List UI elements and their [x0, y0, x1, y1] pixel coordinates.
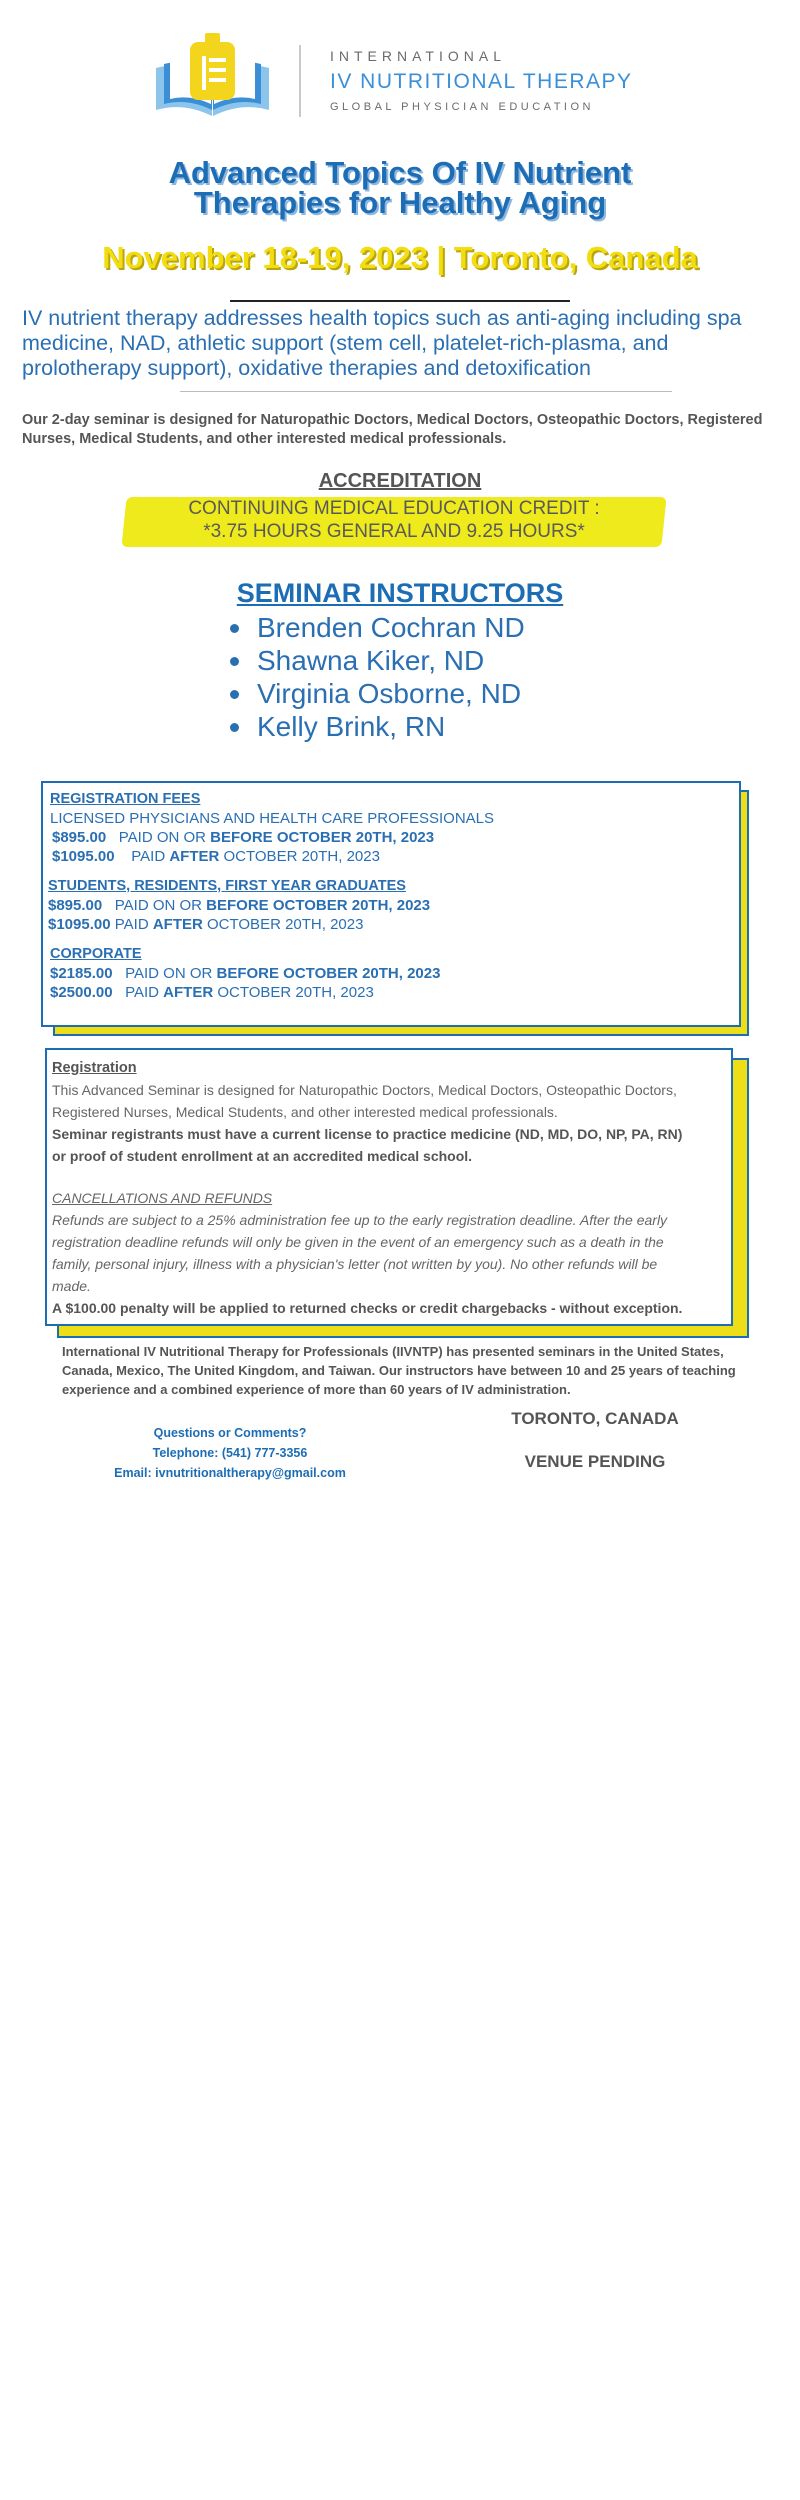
registration-text: This Advanced Seminar is designed for Naturopathic Doctors, Medical Doctors, Osteopathic Doctors, [52, 1082, 677, 1098]
date-location: November 18-19, 2023 | Toronto, Canada [102, 240, 698, 275]
accreditation-line2: *3.75 HOURS GENERAL AND 9.25 HOURS* [203, 521, 585, 542]
fee-price: $1095.00 [48, 916, 111, 933]
students-heading: STUDENTS, RESIDENTS, FIRST YEAR GRADUATES [48, 878, 406, 894]
fee-price: $1095.00 [52, 848, 115, 865]
contact-email[interactable]: Email: ivnutritionaltherapy@gmail.com [114, 1466, 346, 1480]
divider [180, 391, 672, 392]
instructor-item: Brenden Cochran ND [230, 611, 525, 644]
fee-price: $2500.00 [50, 984, 113, 1001]
cancellations-heading: CANCELLATIONS AND REFUNDS [52, 1190, 273, 1206]
corporate-late-fee [50, 984, 374, 1001]
corporate-heading: CORPORATE [50, 946, 142, 962]
contact-phone[interactable]: Telephone: (541) 777-3356 [152, 1446, 308, 1460]
venue-status: VENUE PENDING [524, 1452, 666, 1471]
fee-deadline: OCTOBER 20TH, 2023 [207, 916, 364, 933]
students-early-fee [48, 897, 430, 914]
fee-deadline: BEFORE OCTOBER 20TH, 2023 [206, 897, 431, 914]
fee-term: PAID ON OR [118, 829, 206, 846]
corporate-early-fee [50, 965, 440, 982]
physicians-label: LICENSED PHYSICIANS AND HEALTH CARE PROFESSIONALS [50, 810, 495, 827]
logo-text-tagline: GLOBAL PHYSICIAN EDUCATION [330, 101, 594, 113]
instructors-list [230, 611, 525, 743]
registration-policy-box [45, 1048, 733, 1326]
instructors-heading: SEMINAR INSTRUCTORS [236, 578, 564, 608]
instructor-item: Virginia Osborne, ND [230, 677, 525, 710]
logo-divider [299, 45, 301, 117]
seminar-title [60, 155, 740, 220]
fee-price: $895.00 [48, 897, 103, 914]
refund-policy-text: Refunds are subject to a 25% administration fee up to the early registration deadline. After the early [52, 1212, 668, 1228]
accreditation-line1: CONTINUING MEDICAL EDUCATION CREDIT : [188, 498, 600, 519]
penalty-notice: A $100.00 penalty will be applied to returned checks or credit chargebacks - without exception. [52, 1300, 683, 1316]
students-late-fee [48, 916, 363, 933]
accreditation-credit [124, 497, 664, 543]
fee-deadline: OCTOBER 20TH, 2023 [217, 984, 374, 1001]
seminar-title-line1: Advanced Topics Of IV Nutrient [168, 155, 632, 190]
license-requirement: or proof of student enrollment at an accredited medical school. [52, 1148, 473, 1164]
intro-paragraph: IV nutrient therapy addresses health topics such as anti-aging including spa medicine, NAD, athletic support (stem cell, platelet-rich-plasma, and prolotherapy support), oxidative therapies and detoxification [22, 306, 742, 380]
refund-policy-text: family, personal injury, illness with a physician's letter (not written by you). No other refunds will be [52, 1256, 658, 1272]
refund-policy-text: made. [52, 1278, 91, 1294]
fee-deadline: BEFORE OCTOBER 20TH, 2023 [216, 965, 441, 982]
fee-after: AFTER [152, 916, 203, 933]
fee-deadline: OCTOBER 20TH, 2023 [223, 848, 380, 865]
instructor-item: Kelly Brink, RN [230, 710, 525, 743]
refund-policy-text: registration deadline refunds will only be given in the event of an emergency such as a death in the [52, 1234, 664, 1250]
registration-text: Registered Nurses, Medical Students, and other interested medical professionals. [52, 1104, 558, 1120]
fee-term: PAID [131, 848, 166, 865]
license-requirement: Seminar registrants must have a current license to practice medicine (ND, MD, DO, NP, PA, RN) [52, 1126, 683, 1142]
registration-fees-box [41, 781, 741, 1027]
seminar-title-line2: Therapies for Healthy Aging [193, 185, 607, 220]
fee-deadline: BEFORE OCTOBER 20TH, 2023 [210, 829, 435, 846]
fee-term: PAID ON OR [125, 965, 213, 982]
audience-paragraph: Our 2-day seminar is designed for Naturopathic Doctors, Medical Doctors, Osteopathic Doctors, Registered Nurses, Medical Students, and other interested medical professionals. [22, 412, 763, 447]
fee-after: AFTER [169, 848, 220, 865]
fees-heading: REGISTRATION FEES [50, 791, 201, 807]
fee-term: PAID ON OR [114, 897, 202, 914]
fee-term: PAID [125, 984, 159, 1001]
instructor-item: Shawna Kiker, ND [230, 644, 525, 677]
physicians-early-fee [52, 829, 434, 846]
fee-term: PAID [114, 916, 149, 933]
accreditation-heading: ACCREDITATION [318, 470, 482, 492]
fee-price: $895.00 [52, 829, 107, 846]
divider [230, 300, 570, 302]
logo-text-international: INTERNATIONAL [330, 48, 506, 64]
about-paragraph: International IV Nutritional Therapy for Professionals (IIVNTP) has presented seminars in the United States, Canada, Mexico, The United Kingdom, and Taiwan. Our instructors have between 10 and 25 years of teaching experience and a combined experience of more than 60 years of IV administration. [62, 1344, 736, 1397]
fee-after: AFTER [163, 984, 214, 1001]
contact-heading: Questions or Comments? [153, 1426, 307, 1440]
physicians-late-fee [52, 848, 380, 865]
logo-text-brand: IV NUTRITIONAL THERAPY [330, 70, 633, 93]
venue-city: TORONTO, CANADA [511, 1409, 679, 1428]
fee-price: $2185.00 [50, 965, 113, 982]
registration-heading: Registration [52, 1060, 137, 1076]
iv-bag-book-icon [150, 30, 275, 122]
